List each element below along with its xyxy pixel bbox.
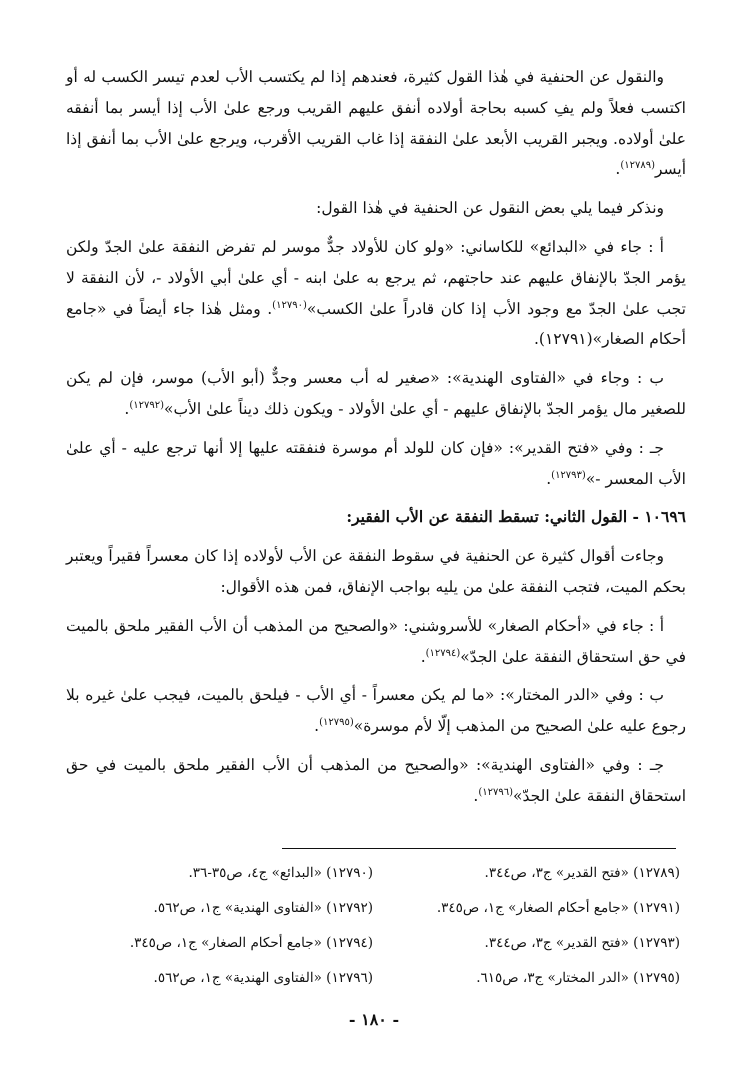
paragraph-tail: . — [420, 647, 426, 666]
footnote-separator — [282, 848, 676, 849]
paragraph-tail: . ومثل هٰذا جاء أيضاً في «جامع أحكام الصغار»(١٢٧٩١). — [66, 299, 686, 349]
paragraph — [66, 363, 686, 425]
section-heading — [66, 502, 686, 533]
footnotes — [66, 856, 680, 996]
paragraph-text: ب : وجاء في «الفتاوى الهندية»: «صغير له أب معسر وجدٌّ (أبو الأب) موسر، فإن لم يكن للصغير مال يؤمر الجدّ بالإنفاق عليهم - أي علىٰ الأولاد - ويكون ذلك ديناً علىٰ الأب» — [66, 369, 686, 418]
footnote: (١٢٧٩١) «جامع أحكام الصغار» ج١، ص٣٤٥. — [436, 900, 680, 916]
main-text — [66, 62, 686, 820]
paragraph — [66, 433, 686, 495]
paragraph-tail: . — [314, 717, 320, 736]
paragraph-text: جـ : وفي «فتح القدير»: «فإن كان للولد أم موسرة فنفقته عليها إلا أنها ترجع عليه - أي علىٰ الأب المعسر -» — [66, 438, 686, 488]
footnote: (١٢٧٩٢) «الفتاوى الهندية» ج١، ص٥٦٢. — [153, 900, 373, 916]
paragraph — [66, 680, 686, 742]
paragraph-text: أ : جاء في «البدائع» للكاساني: «ولو كان للأولاد جدٌّ موسر لم تفرض النفقة علىٰ الجدّ ولكن يؤمر الجدّ بالإنفاق عليهم عند حاجتهم، ثم يرجع به علىٰ ابنه - أي علىٰ أبي الأولاد -، لأن النفقة لا تجب علىٰ الجدّ مع وجود الأب إذا كان قادراً علىٰ الكسب» — [66, 237, 686, 318]
footnote: (١٢٧٩٤) «جامع أحكام الصغار» ج١، ص٣٤٥. — [129, 935, 373, 951]
footnote-row — [66, 891, 680, 926]
paragraph — [66, 541, 686, 603]
footnote: (١٢٧٨٩) «فتح القدير» ج٣، ص٣٤٤. — [484, 865, 680, 881]
footnote-ref: (١٢٧٩٠) — [272, 299, 307, 311]
footnote-ref: (١٢٧٩٤) — [425, 647, 461, 659]
footnote: (١٢٧٩٠) «البدائع» ج٤، ص٣٥-٣٦. — [188, 865, 373, 881]
footnote: (١٢٧٩٦) «الفتاوى الهندية» ج١، ص٥٦٢. — [153, 970, 373, 986]
paragraph-tail: . — [473, 786, 479, 805]
paragraph-text: ونذكر فيما يلي بعض النقول عن الحنفية في هٰذا القول: — [316, 199, 664, 218]
footnote-ref: (١٢٧٩٥) — [319, 716, 354, 728]
footnote-ref: (١٢٧٩٦) — [478, 786, 513, 798]
paragraph — [66, 193, 686, 224]
paragraph — [66, 62, 686, 185]
page-number: - ١٨٠ - — [348, 1010, 400, 1029]
paragraph-text: جـ : وفي «الفتاوى الهندية»: «والصحيح من المذهب أن الأب الفقير ملحق بالميت في حق استحقاق النفقة علىٰ الجدّ» — [66, 755, 686, 805]
footnote-ref: (١٢٧٩٣) — [551, 469, 586, 481]
paragraph — [66, 611, 686, 673]
paragraph-text: أ : جاء في «أحكام الصغار» للأسروشني: «والصحيح من المذهب أن الأب الفقير ملحق بالميت في حق استحقاق النفقة علىٰ الجدّ» — [66, 616, 686, 666]
paragraph-tail: . — [546, 469, 552, 488]
paragraph — [66, 232, 686, 355]
paragraph-tail: . — [615, 160, 621, 179]
paragraph-text: وجاءت أقوال كثيرة عن الحنفية في سقوط النفقة عن الأب لأولاده إذا كان معسراً فقيراً ويعتبر بحكم الميت، فتجب النفقة علىٰ من يليه بواجب الإنفاق، فمن هذه الأقوال: — [66, 547, 686, 596]
paragraph-tail: . — [124, 399, 130, 418]
footnote-row — [66, 856, 680, 891]
footnote-row — [66, 926, 680, 961]
heading-text: ١٠٦٩٦ - القول الثاني: تسقط النفقة عن الأب الفقير: — [346, 507, 686, 527]
paragraph — [66, 750, 686, 812]
footnote-ref: (١٢٧٩٢) — [129, 399, 164, 411]
footnote-row — [66, 961, 680, 996]
footnote-ref: (١٢٧٨٩) — [620, 160, 655, 172]
paragraph-text: ب : وفي «الدر المختار»: «ما لم يكن معسراً - أي الأب - فيلحق بالميت، فيجب علىٰ غيره بلا رجوع عليه علىٰ الصحيح من المذهب إلّا لأم موسرة» — [66, 686, 686, 736]
footnote: (١٢٧٩٣) «فتح القدير» ج٣، ص٣٤٤. — [484, 935, 680, 951]
paragraph-text: والنقول عن الحنفية في هٰذا القول كثيرة، فعندهم إذا لم يكتسب الأب لعدم تيسر الكسب له أو اكتسب فعلاً ولم يفِ كسبه بحاجة أولاده أنفق عليهم القريب ورجع علىٰ الأب إذا أيسر بما أنفقه علىٰ أولاده. ويجبر القريب الأبعد علىٰ النفقة إذا غاب القريب الأقرب، ويرجع علىٰ الأب بما أنفق إذا أيسر — [66, 68, 686, 179]
footnote: (١٢٧٩٥) «الدر المختار» ج٣، ص٦١٥. — [476, 970, 680, 986]
